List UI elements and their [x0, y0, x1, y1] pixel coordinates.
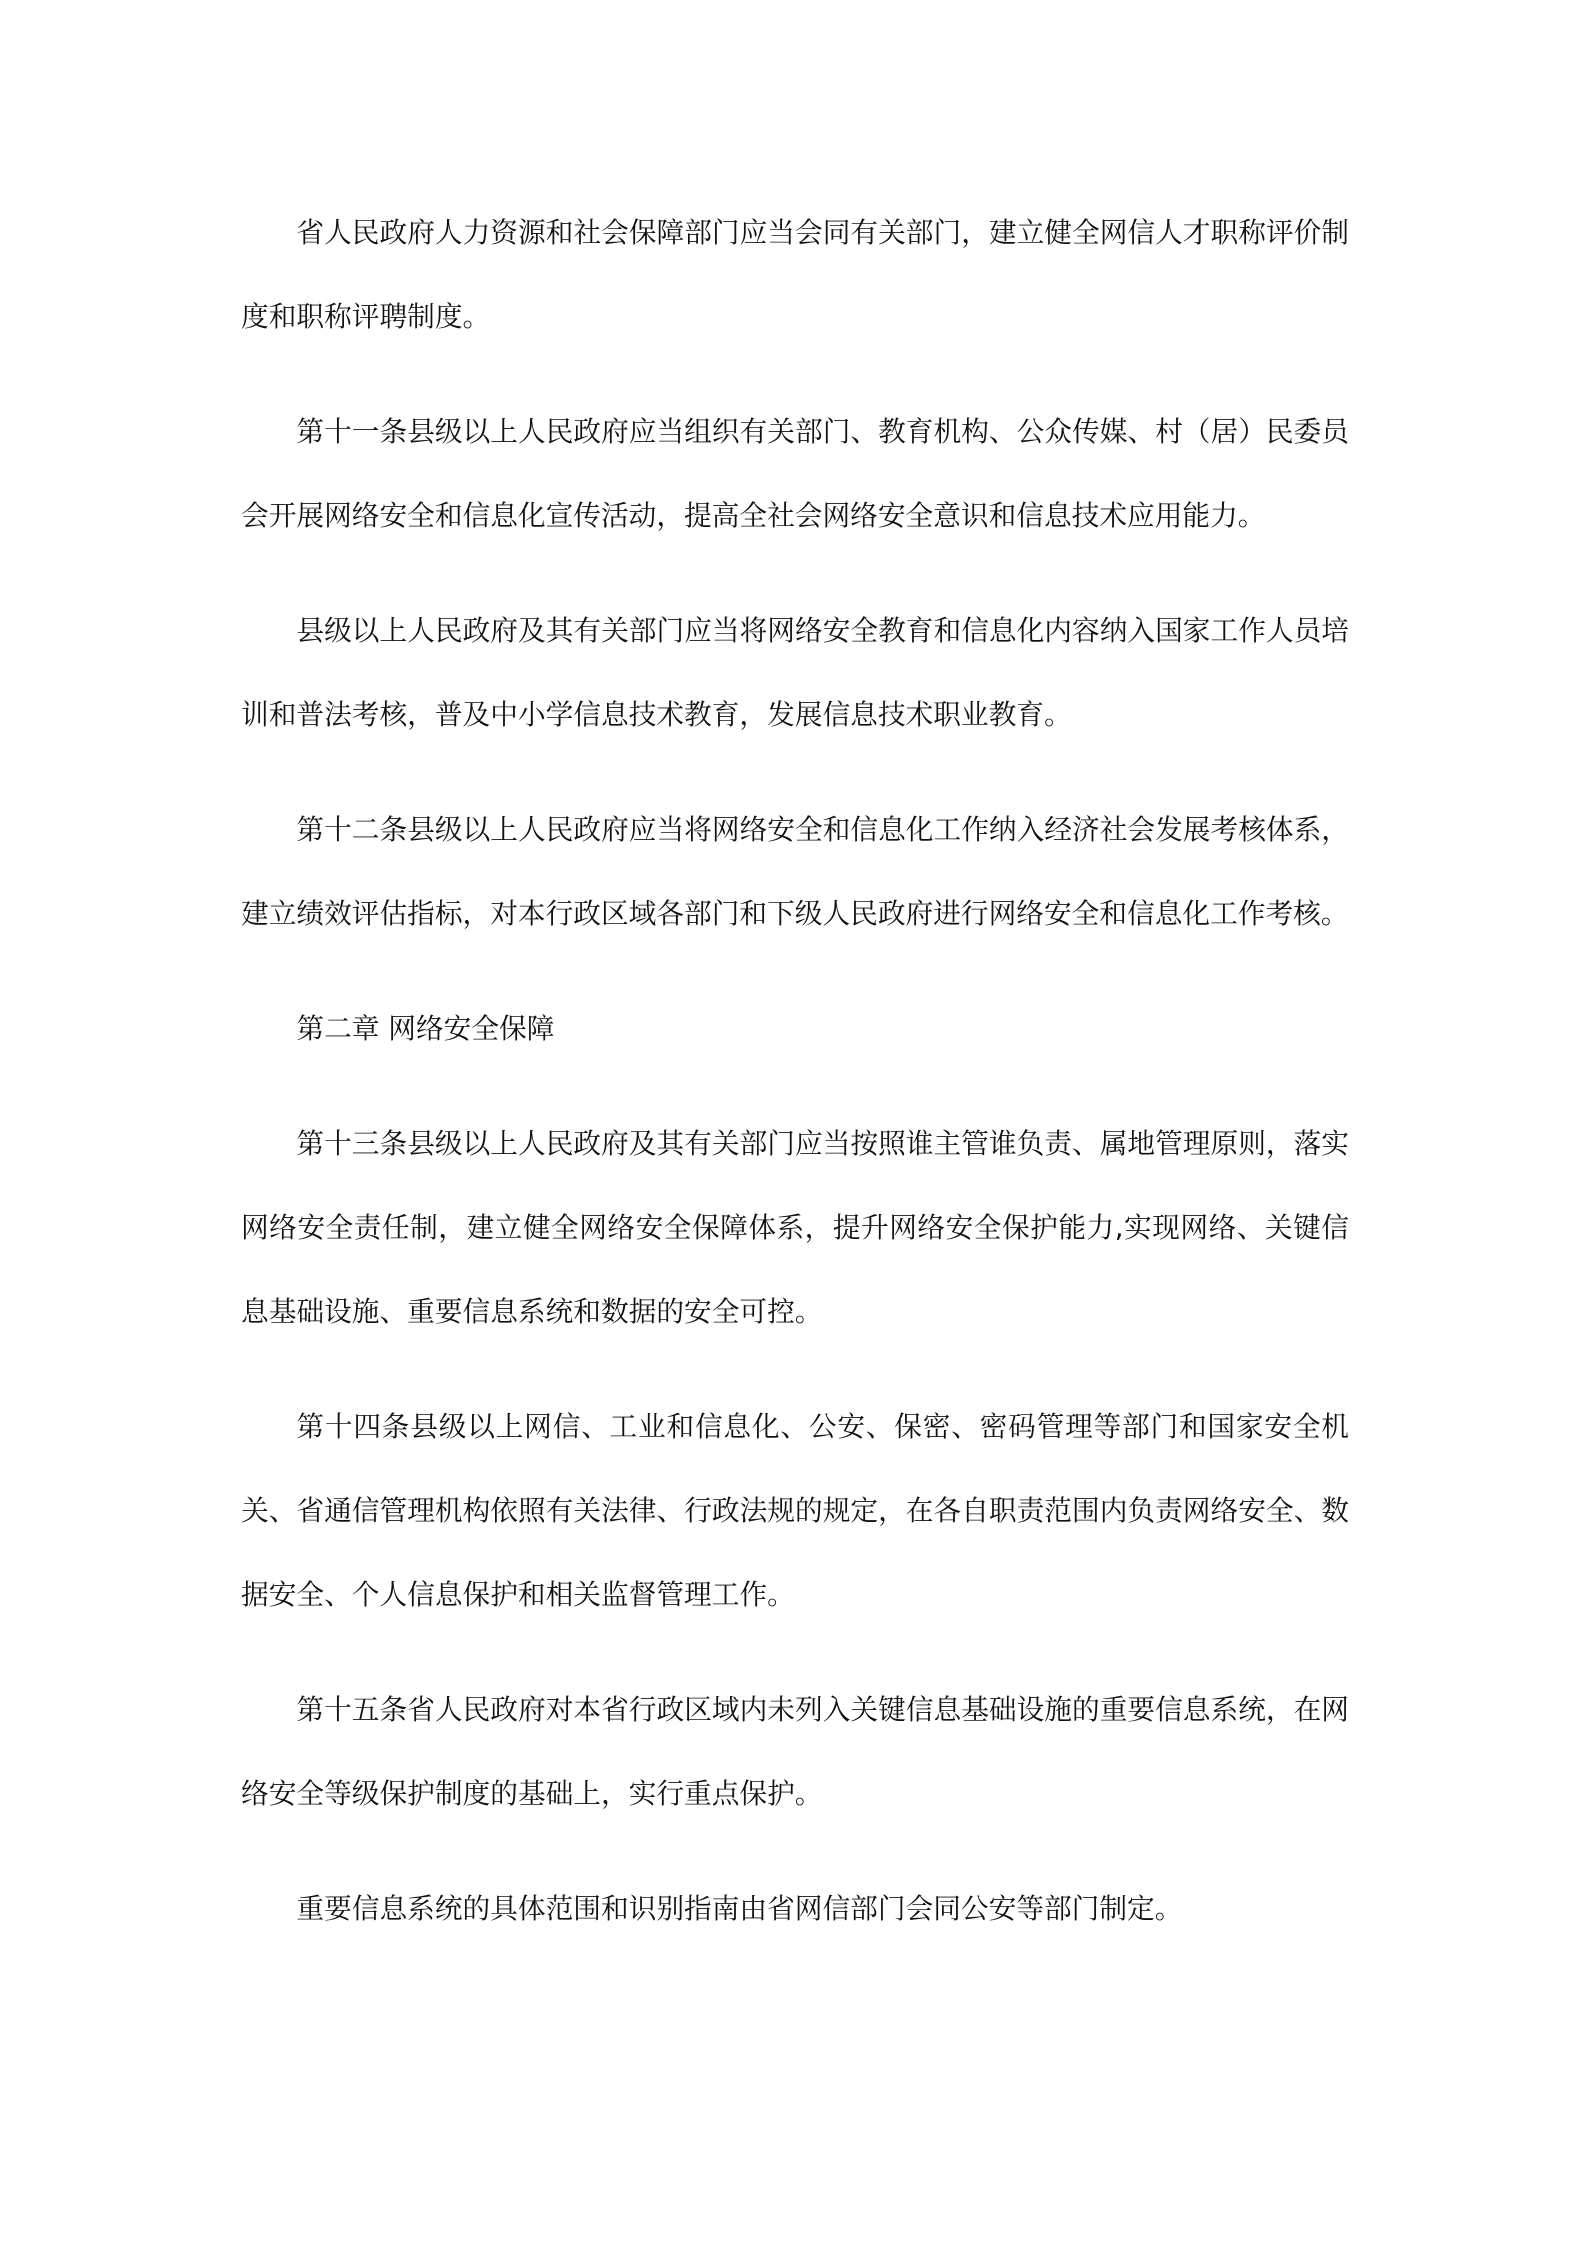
paragraph-article-11: 第十一条县级以上人民政府应当组织有关部门、教育机构、公众传媒、村（居）民委员会开展网络安全和信息化宣传活动，提高全社会网络安全意识和信息技术应用能力。: [241, 415, 1349, 532]
paragraph-article-13: 第十三条县级以上人民政府及其有关部门应当按照谁主管谁负责、属地管理原则，落实网络安全责任制，建立健全网络安全保障体系，提升网络安全保护能力,实现网络、关键信息基础设施、重要信息系统和数据的安全可控。: [241, 1127, 1349, 1328]
paragraph-hr-title-system: 省人民政府人力资源和社会保障部门应当会同有关部门，建立健全网信人才职称评价制度和职称评聘制度。: [241, 216, 1349, 333]
paragraph-article-15-scope: 重要信息系统的具体范围和识别指南由省网信部门会同公安等部门制定。: [296, 1892, 1183, 1925]
paragraph-article-15: 第十五条省人民政府对本省行政区域内未列入关键信息基础设施的重要信息系统，在网络安全等级保护制度的基础上，实行重点保护。: [241, 1693, 1349, 1810]
paragraph-article-12: 第十二条县级以上人民政府应当将网络安全和信息化工作纳入经济社会发展考核体系，建立绩效评估指标，对本行政区域各部门和下级人民政府进行网络安全和信息化工作考核。: [241, 813, 1349, 930]
chapter-heading: 第二章 网络安全保障: [296, 1012, 555, 1045]
paragraph-article-14: 第十四条县级以上网信、工业和信息化、公安、保密、密码管理等部门和国家安全机关、省通信管理机构依照有关法律、行政法规的规定，在各自职责范围内负责网络安全、数据安全、个人信息保护和相关监督管理工作。: [241, 1410, 1349, 1611]
document-page: [241, 191, 1349, 1982]
paragraph-article-11-training: 县级以上人民政府及其有关部门应当将网络安全教育和信息化内容纳入国家工作人员培训和普法考核，普及中小学信息技术教育，发展信息技术职业教育。: [241, 614, 1349, 731]
